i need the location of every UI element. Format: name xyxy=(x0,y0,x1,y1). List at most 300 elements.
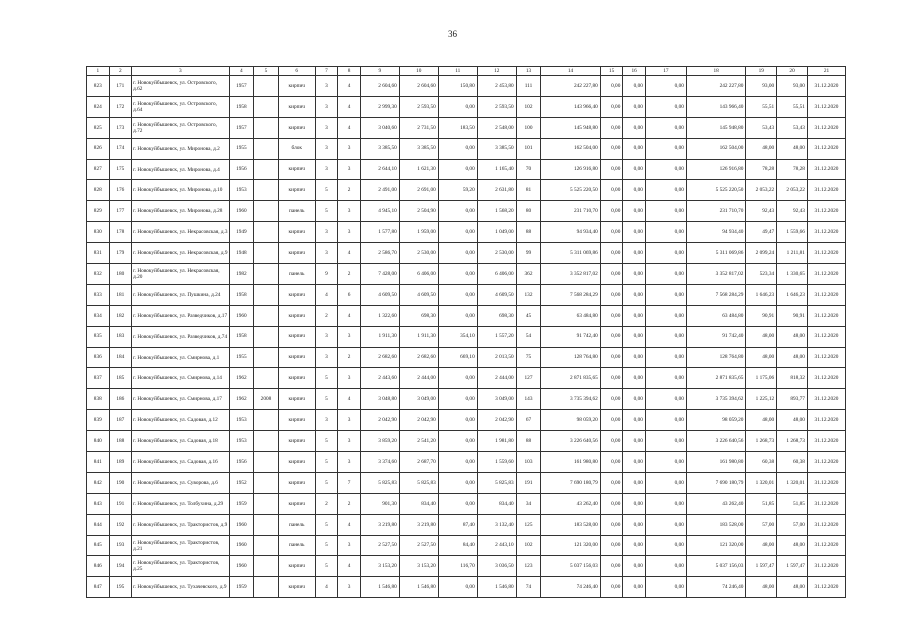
table-cell: 0,00 xyxy=(623,201,646,222)
table-cell: 3 048,80 xyxy=(360,389,399,410)
table-cell: 5 xyxy=(315,556,338,577)
table-cell: 43 262,40 xyxy=(541,493,600,514)
table-cell: 9 xyxy=(315,264,338,285)
table-cell xyxy=(254,472,279,493)
table-cell xyxy=(254,305,279,326)
table-cell: 90,91 xyxy=(746,305,777,326)
table-cell: кирпич xyxy=(278,493,315,514)
table-cell: 57,00 xyxy=(777,514,808,535)
table-cell: 7 568 284,29 xyxy=(541,284,600,305)
table-cell: 80 xyxy=(516,201,541,222)
table-cell: 0,00 xyxy=(623,76,646,97)
table-cell xyxy=(254,347,279,368)
table-cell: 100 xyxy=(516,117,541,138)
table-cell: 94 934,40 xyxy=(686,222,745,243)
table-cell: 698,30 xyxy=(477,305,516,326)
table-cell: 48,00 xyxy=(746,577,777,598)
table-cell: 0,00 xyxy=(600,180,623,201)
table-cell: 0,00 xyxy=(600,368,623,389)
table-cell: кирпич xyxy=(278,96,315,117)
table-row xyxy=(87,96,846,117)
table-cell: 0,00 xyxy=(438,410,477,431)
table-cell: 60,38 xyxy=(746,452,777,473)
table-cell: 0,00 xyxy=(600,159,623,180)
table-cell: 51,85 xyxy=(777,493,808,514)
table-cell: 2 604,60 xyxy=(360,76,399,97)
table-cell xyxy=(254,222,279,243)
table-cell: 191 xyxy=(516,472,541,493)
table-cell: 63 484,80 xyxy=(686,305,745,326)
table-cell: кирпич xyxy=(278,326,315,347)
table-cell: 0,00 xyxy=(623,535,646,556)
table-cell: 92,43 xyxy=(746,201,777,222)
column-header: 10 xyxy=(399,67,438,76)
table-cell: 0,00 xyxy=(623,368,646,389)
table-cell: 1 577,80 xyxy=(360,222,399,243)
table-cell: 0,00 xyxy=(438,138,477,159)
table-cell: 0,00 xyxy=(600,472,623,493)
table-cell: 1 621,30 xyxy=(399,159,438,180)
table-cell: 162 504,00 xyxy=(686,138,745,159)
table-cell: 90,91 xyxy=(777,305,808,326)
table-cell xyxy=(254,159,279,180)
table-cell: 48,00 xyxy=(777,535,808,556)
table-cell: 837 xyxy=(87,368,110,389)
table-cell: 5 xyxy=(315,452,338,473)
address-cell: г. Новокуйбышевск, ул. Некрасовская, д.3 xyxy=(132,222,229,243)
table-cell: 2 604,60 xyxy=(399,76,438,97)
table-cell: 1 646,23 xyxy=(746,284,777,305)
table-cell: 0,00 xyxy=(600,222,623,243)
table-cell: 3 xyxy=(338,535,361,556)
table-cell: 840 xyxy=(87,431,110,452)
table-row xyxy=(87,431,846,452)
table-cell: 5 xyxy=(315,514,338,535)
table-cell: кирпич xyxy=(278,284,315,305)
table-cell: 31.12.2020 xyxy=(807,431,845,452)
table-cell: 125 xyxy=(516,514,541,535)
table-cell: 0,00 xyxy=(600,347,623,368)
table-cell: 3 049,00 xyxy=(477,389,516,410)
table-cell xyxy=(254,76,279,97)
table-cell: кирпич xyxy=(278,76,315,97)
table-cell: 7 428,00 xyxy=(360,264,399,285)
table-cell: 5 311 069,86 xyxy=(541,243,600,264)
table-cell: 825 xyxy=(87,117,110,138)
table-cell: 53,43 xyxy=(746,117,777,138)
table-cell: 2 053,22 xyxy=(746,180,777,201)
table-cell: 3 xyxy=(315,138,338,159)
address-cell: г. Новокуйбышевск, ул. Разведчиков, д.17 xyxy=(132,305,229,326)
table-cell: 43 262,40 xyxy=(686,493,745,514)
table-cell: 3 226 640,56 xyxy=(541,431,600,452)
table-cell: 1962 xyxy=(229,389,254,410)
table-cell: 4 xyxy=(315,284,338,305)
table-cell: 0,00 xyxy=(645,264,686,285)
table-cell: 847 xyxy=(87,577,110,598)
table-cell: 187 xyxy=(109,410,132,431)
table-cell: 150,80 xyxy=(438,76,477,97)
table-cell: 78,28 xyxy=(746,159,777,180)
table-cell: 1958 xyxy=(229,284,254,305)
table-cell: 31.12.2020 xyxy=(807,389,845,410)
table-cell: 3 xyxy=(315,347,338,368)
table-cell: 2 453,80 xyxy=(477,76,516,97)
table-cell: 55,51 xyxy=(777,96,808,117)
table-cell: 4 609,50 xyxy=(360,284,399,305)
table-cell: кирпич xyxy=(278,243,315,264)
table-row xyxy=(87,472,846,493)
table-cell: 193 xyxy=(109,535,132,556)
table-cell: 0,00 xyxy=(645,347,686,368)
column-header: 6 xyxy=(278,67,315,76)
table-cell: 5 xyxy=(315,180,338,201)
table-cell: кирпич xyxy=(278,159,315,180)
table-cell: 3 xyxy=(315,159,338,180)
column-header: 20 xyxy=(777,67,808,76)
table-cell: 4 xyxy=(338,243,361,264)
table-cell: 0,00 xyxy=(623,431,646,452)
table-cell: 179 xyxy=(109,243,132,264)
housing-table xyxy=(86,66,846,598)
table-cell: 116,70 xyxy=(438,556,477,577)
column-header: 7 xyxy=(315,67,338,76)
table-cell: 893,77 xyxy=(777,389,808,410)
table-cell: 2008 xyxy=(254,389,279,410)
table-cell: 818,32 xyxy=(777,368,808,389)
table-cell: 1956 xyxy=(229,159,254,180)
table-cell: 48,00 xyxy=(746,410,777,431)
table-cell: 183 xyxy=(109,326,132,347)
table-cell: 1959 xyxy=(229,493,254,514)
table-cell: 48,00 xyxy=(746,138,777,159)
table-cell: 1 559,66 xyxy=(777,222,808,243)
table-cell: 0,00 xyxy=(645,76,686,97)
table-cell: 128 764,80 xyxy=(686,347,745,368)
table-cell: 0,00 xyxy=(623,284,646,305)
table-cell: 4 xyxy=(315,577,338,598)
table-cell: 2 013,50 xyxy=(477,347,516,368)
table-cell: 2 999,30 xyxy=(360,96,399,117)
table-cell: 2 042,90 xyxy=(360,410,399,431)
table-cell: 0,00 xyxy=(645,201,686,222)
address-cell: г. Новокуйбышевск, ул. Миронова, д.4 xyxy=(132,159,229,180)
table-cell: 842 xyxy=(87,472,110,493)
table-cell: 3 xyxy=(338,201,361,222)
table-cell xyxy=(254,535,279,556)
table-row xyxy=(87,556,846,577)
table-cell: 0,00 xyxy=(600,389,623,410)
table-cell: 1955 xyxy=(229,347,254,368)
table-cell: 1 320,01 xyxy=(746,472,777,493)
column-header: 5 xyxy=(254,67,279,76)
table-cell: 2 xyxy=(315,305,338,326)
table-cell: 132 xyxy=(516,284,541,305)
table-cell: 1958 xyxy=(229,326,254,347)
column-header: 21 xyxy=(807,67,845,76)
table-cell xyxy=(254,368,279,389)
table-cell: 1960 xyxy=(229,514,254,535)
table-cell: 2 871 835,65 xyxy=(541,368,600,389)
table-cell: 2 530,00 xyxy=(477,243,516,264)
table-cell: 175 xyxy=(109,159,132,180)
table-cell: 835 xyxy=(87,326,110,347)
table-cell: 2 644,10 xyxy=(360,159,399,180)
table-cell: 88 xyxy=(516,222,541,243)
table-cell: 5 825,83 xyxy=(360,472,399,493)
table-cell: 0,00 xyxy=(623,96,646,117)
table-cell: 698,30 xyxy=(399,305,438,326)
table-cell: 55,51 xyxy=(746,96,777,117)
table-cell: 48,00 xyxy=(777,138,808,159)
table-row xyxy=(87,117,846,138)
table-cell: 99 xyxy=(516,243,541,264)
table-cell: 0,00 xyxy=(623,452,646,473)
table-cell: 59,20 xyxy=(438,180,477,201)
table-cell: 161 980,80 xyxy=(541,452,600,473)
address-cell: г. Новокуйбышевск, ул. Садовая, д.16 xyxy=(132,452,229,473)
table-cell: 63 484,80 xyxy=(541,305,600,326)
address-cell: г. Новокуйбышевск, ул. Пушкина, д.24 xyxy=(132,284,229,305)
table-cell xyxy=(254,243,279,264)
table-cell: 162 504,00 xyxy=(541,138,600,159)
table-row xyxy=(87,535,846,556)
table-cell: 0,00 xyxy=(623,180,646,201)
table-cell: 2 504,90 xyxy=(399,201,438,222)
table-cell xyxy=(254,326,279,347)
address-cell: г. Новокуйбышевск, ул. Островского, д.62 xyxy=(132,76,229,97)
table-cell: 0,00 xyxy=(600,305,623,326)
table-cell: 0,00 xyxy=(438,431,477,452)
table-cell xyxy=(254,577,279,598)
table-cell: 0,00 xyxy=(438,472,477,493)
table-cell: 1 211,81 xyxy=(777,243,808,264)
table-cell: 6 xyxy=(338,284,361,305)
table-cell: 194 xyxy=(109,556,132,577)
table-cell: 91 742,40 xyxy=(686,326,745,347)
table-cell: 0,00 xyxy=(600,431,623,452)
table-cell: 2 548,00 xyxy=(477,117,516,138)
table-row xyxy=(87,76,846,97)
address-cell: г. Новокуйбышевск, ул. Тухачевского, д.9 xyxy=(132,577,229,598)
table-cell: 67 xyxy=(516,410,541,431)
table-cell: панель xyxy=(278,264,315,285)
table-cell: 823 xyxy=(87,76,110,97)
table-cell: 195 xyxy=(109,577,132,598)
table-cell: 5 xyxy=(315,201,338,222)
table-cell: 31.12.2020 xyxy=(807,347,845,368)
table-cell: 88 xyxy=(516,431,541,452)
table-cell: 181 xyxy=(109,284,132,305)
table-cell: 1962 xyxy=(229,368,254,389)
address-cell: г. Новокуйбышевск, ул. Суворова, д.6 xyxy=(132,472,229,493)
table-cell: 177 xyxy=(109,201,132,222)
table-cell: 54 xyxy=(516,326,541,347)
table-cell: панель xyxy=(278,514,315,535)
column-header: 17 xyxy=(645,67,686,76)
table-cell xyxy=(254,96,279,117)
table-cell: 60,38 xyxy=(777,452,808,473)
table-cell: 143 966,40 xyxy=(541,96,600,117)
table-cell: 192 xyxy=(109,514,132,535)
table-row xyxy=(87,222,846,243)
table-cell: 1955 xyxy=(229,138,254,159)
table-cell: 143 xyxy=(516,389,541,410)
table-cell: 845 xyxy=(87,535,110,556)
table-cell: 183 528,00 xyxy=(686,514,745,535)
column-header: 16 xyxy=(623,67,646,76)
table-row xyxy=(87,201,846,222)
table-cell: 3 385,50 xyxy=(360,138,399,159)
table-cell: 1 559,60 xyxy=(477,452,516,473)
table-cell: 3 153,20 xyxy=(360,556,399,577)
column-header: 18 xyxy=(686,67,745,76)
table-row xyxy=(87,159,846,180)
table-cell: 841 xyxy=(87,452,110,473)
table-cell: 3 049,00 xyxy=(399,389,438,410)
table-cell: 31.12.2020 xyxy=(807,222,845,243)
table-cell: 834 xyxy=(87,305,110,326)
table-cell: 0,00 xyxy=(623,138,646,159)
table-cell: 2 xyxy=(338,264,361,285)
table-cell: 669,10 xyxy=(438,347,477,368)
table-row xyxy=(87,264,846,285)
table-cell: 183 528,00 xyxy=(541,514,600,535)
address-cell: г. Новокуйбышевск, ул. Садовая, д.12 xyxy=(132,410,229,431)
table-cell: 0,00 xyxy=(623,305,646,326)
table-cell: 242 227,80 xyxy=(686,76,745,97)
table-cell: 2 444,00 xyxy=(399,368,438,389)
address-cell: г. Новокуйбышевск, ул. Трактористов, д.21 xyxy=(132,535,229,556)
table-cell: 828 xyxy=(87,180,110,201)
table-cell: 31.12.2020 xyxy=(807,243,845,264)
table-cell: 0,00 xyxy=(600,410,623,431)
table-cell: кирпич xyxy=(278,347,315,368)
table-cell: 3 385,50 xyxy=(399,138,438,159)
table-cell: 0,00 xyxy=(623,577,646,598)
column-header: 8 xyxy=(338,67,361,76)
table-cell: 3 xyxy=(315,410,338,431)
table-cell: 0,00 xyxy=(438,201,477,222)
table-cell: 2 731,50 xyxy=(399,117,438,138)
table-cell: 0,00 xyxy=(600,264,623,285)
table-cell: 1953 xyxy=(229,410,254,431)
table-cell: 74 246,40 xyxy=(541,577,600,598)
table-cell: 4 945,10 xyxy=(360,201,399,222)
table-cell: 0,00 xyxy=(623,222,646,243)
table-cell: 48,00 xyxy=(777,326,808,347)
table-cell: 4 xyxy=(338,556,361,577)
table-cell: 74 xyxy=(516,577,541,598)
table-cell: 87,40 xyxy=(438,514,477,535)
table-cell: 183,50 xyxy=(438,117,477,138)
table-cell: 186 xyxy=(109,389,132,410)
table-cell: 6 406,00 xyxy=(477,264,516,285)
table-cell: 0,00 xyxy=(600,284,623,305)
table-cell: 0,00 xyxy=(438,577,477,598)
table-cell: 180 xyxy=(109,264,132,285)
table-cell: 93,00 xyxy=(746,76,777,97)
table-row xyxy=(87,180,846,201)
table-cell: 362 xyxy=(516,264,541,285)
column-header: 9 xyxy=(360,67,399,76)
table-cell: 5 xyxy=(315,389,338,410)
table-cell: 1960 xyxy=(229,535,254,556)
table-cell: 523,34 xyxy=(746,264,777,285)
table-cell: 3 374,60 xyxy=(360,452,399,473)
table-cell: 127 xyxy=(516,368,541,389)
table-cell: 0,00 xyxy=(438,284,477,305)
table-cell: 0,00 xyxy=(623,347,646,368)
table-cell: 1958 xyxy=(229,96,254,117)
table-cell: 0,00 xyxy=(600,76,623,97)
table-row xyxy=(87,410,846,431)
column-header: 12 xyxy=(477,67,516,76)
table-cell: 2 527,50 xyxy=(360,535,399,556)
table-cell: 176 xyxy=(109,180,132,201)
table-cell: 48,00 xyxy=(746,326,777,347)
table-cell: 31.12.2020 xyxy=(807,117,845,138)
table-cell: 0,00 xyxy=(600,117,623,138)
table-cell: 0,00 xyxy=(438,368,477,389)
table-cell: 4 xyxy=(338,305,361,326)
table-cell: 2 682,60 xyxy=(360,347,399,368)
table-cell: 3 735 394,62 xyxy=(686,389,745,410)
table-cell: 2 593,50 xyxy=(399,96,438,117)
table-cell: 190 xyxy=(109,472,132,493)
table-cell: 0,00 xyxy=(623,389,646,410)
table-cell: 0,00 xyxy=(600,243,623,264)
table-cell: 0,00 xyxy=(438,389,477,410)
header-row xyxy=(87,67,846,76)
table-cell: 143 966,40 xyxy=(686,96,745,117)
table-cell xyxy=(254,410,279,431)
table-cell: 824 xyxy=(87,96,110,117)
table-cell: 833 xyxy=(87,284,110,305)
table-cell: 2 444,00 xyxy=(477,368,516,389)
table-cell: 7 568 284,29 xyxy=(686,284,745,305)
table-cell: 5 525 220,50 xyxy=(541,180,600,201)
table-cell: 0,00 xyxy=(645,222,686,243)
table-cell: 3 xyxy=(315,243,338,264)
table-cell: 188 xyxy=(109,431,132,452)
table-cell: 126 916,80 xyxy=(541,159,600,180)
table-cell: 0,00 xyxy=(645,431,686,452)
table-cell: 844 xyxy=(87,514,110,535)
table-cell: 53,43 xyxy=(777,117,808,138)
table-cell: 0,00 xyxy=(600,514,623,535)
table-cell: 31.12.2020 xyxy=(807,201,845,222)
table-cell: 184 xyxy=(109,347,132,368)
table-cell: 4 xyxy=(338,389,361,410)
table-row xyxy=(87,368,846,389)
table-cell: 3 385,50 xyxy=(477,138,516,159)
address-cell: г. Новокуйбышевск, ул. Разведчиков, д.74 xyxy=(132,326,229,347)
table-cell: 2 871 835,65 xyxy=(686,368,745,389)
table-cell: 2 xyxy=(338,180,361,201)
table-cell: 3 xyxy=(338,159,361,180)
table-cell xyxy=(254,117,279,138)
table-cell: 4 xyxy=(338,96,361,117)
table-cell: 74 246,40 xyxy=(686,577,745,598)
table-cell: 128 764,80 xyxy=(541,347,600,368)
table-cell: 0,00 xyxy=(645,514,686,535)
address-cell: г. Новокуйбышевск, ул. Смирнова, д.17 xyxy=(132,389,229,410)
table-cell: 2 586,70 xyxy=(360,243,399,264)
address-cell: г. Новокуйбышевск, ул. Некрасовская, д.20 xyxy=(132,264,229,285)
table-cell: 0,00 xyxy=(623,514,646,535)
table-cell: 1959 xyxy=(229,577,254,598)
